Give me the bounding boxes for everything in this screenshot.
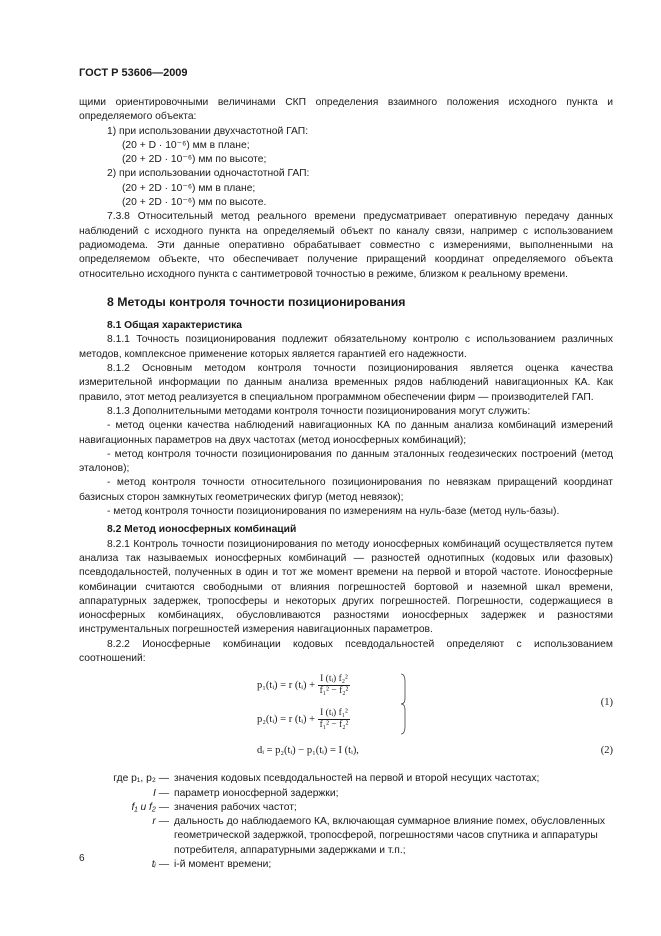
definition-symbol: I — <box>152 787 169 799</box>
list-subitem: (20 + D · 10⁻⁶) мм в плане; <box>122 139 250 151</box>
section-heading-8: 8 Методы контроля точности позиционирования <box>107 294 406 309</box>
definition-text: i-й момент времени; <box>174 859 272 871</box>
bullet-item: - метод контроля точности относительного позиционирования по невязкам приращений координат базисных сторон замкнутых геометрических фигур (метод невязок); <box>79 477 613 503</box>
definition-symbol: r — <box>152 816 169 828</box>
list-subitem: (20 + 2D · 10⁻⁶) мм по высоте. <box>122 197 267 209</box>
page-number: 6 <box>79 853 85 864</box>
paragraph-8-2-1: 8.2.1 Контроль точности позиционирования по методу ионосферных комбинаций осуществляется путем анализа так называемых ионосферных комбинаций — разностей однотипных (кодовых или фазовых) псевдодальностей, полученных в один и тот же момент времени на первой и второй частоте. Ионосферные комбинации считаются свободными от влияния погрешностей бортовой и наземной шкал времени, аппаратурных задержек, тропосферы и некоторых других погрешностей. Погрешности, содержащиеся в ионосферных комбинациях, обусловливаются разностями ионосферных задержек и разностями инструментальных погрешностей измерения навигационных параметров. <box>79 538 613 636</box>
definition-text: дальность до наблюдаемого КА, включающая суммарное влияние помех, обусловленных геометрической задержкой, тропосферой, погрешностями часов спутника и аппаратуры потребителя, аппаратурными задержками и т.п.; <box>174 816 606 856</box>
list-subitem: (20 + 2D · 10⁻⁶) мм по высоте; <box>122 154 267 166</box>
fraction-numerator: I (tᵢ) f₁² <box>318 708 351 720</box>
equation-1a-fraction <box>318 674 351 697</box>
paragraph-7-3-8: 7.3.8 Относительный метод реального времени предусматривает оперативную передачу данных наблюдений с исходного пункта на определяемый объект по каналу связи, например с использованием радиомодема. Эти данные оперативно обрабатывает совместно с измерениями, выполненными на определяемом объекте, что обеспечивает получение приращений координат определяемого объекта относительно исходного пункта с сантиметровой точностью в режиме, близком к реальному времени. <box>79 211 613 280</box>
document-header: ГОСТ Р 53606—2009 <box>79 67 188 79</box>
definition-symbol: где p₁, p₂ — <box>113 773 169 785</box>
definition-text: значения кодовых псевдодальностей на первой и второй несущих частотах; <box>174 773 540 785</box>
subsection-heading-8-2: 8.2 Метод ионосферных комбинаций <box>107 524 297 536</box>
equation-1b-fraction <box>318 708 351 731</box>
equation-number-2: (2) <box>600 745 613 757</box>
paragraph-8-1-3: 8.1.3 Дополнительными методами контроля точности позиционирования могут служить: <box>107 405 531 417</box>
definition-item <box>79 801 613 815</box>
definition-symbol: f₁ и f₂ — <box>131 801 169 813</box>
subsection-heading-8-1: 8.1 Общая характеристика <box>107 320 242 332</box>
fraction-denominator: f₁² − f₂² <box>319 720 349 731</box>
equation-2: dᵢ = p₂(tᵢ) − p₁(tᵢ) = I (tᵢ), <box>257 745 359 757</box>
page-content <box>79 96 613 872</box>
definitions-list <box>79 772 613 872</box>
definition-text: параметр ионосферной задержки; <box>174 787 339 799</box>
equation-1a <box>257 674 350 697</box>
list-subitem: (20 + 2D · 10⁻⁶) мм в плане; <box>122 182 256 194</box>
equation-1b <box>257 708 350 731</box>
paragraph-8-2-2: 8.2.2 Ионосферные комбинации кодовых псевдодальностей определяют с использованием соотношений: <box>79 638 613 664</box>
bullet-item: - метод контроля точности позиционирования по измерениям на нуль-базе (метод нуль-базы). <box>107 506 560 518</box>
equation-number-1: (1) <box>600 697 613 709</box>
definition-item <box>79 772 613 786</box>
list-item: 1) при использовании двухчастотной ГАП: <box>107 125 309 137</box>
definition-text: значения рабочих частот; <box>174 801 297 813</box>
brace-mark <box>400 672 406 736</box>
formula-block <box>79 672 613 770</box>
list-item: 2) при использовании одночастотной ГАП: <box>107 168 310 180</box>
fraction-denominator: f₁² − f₂² <box>319 686 349 697</box>
equation-1a-left: p₁(tᵢ) = r (tᵢ) + <box>257 680 316 692</box>
paragraph-8-1-2: 8.1.2 Основным методом контроля точности позиционирования является оценка качества измерительной информации по данным анализа временных рядов наблюдений навигационных КА. Как правило, этот метод реализуется в специальном программном обеспечении фирм — производителей ГАП. <box>79 363 613 403</box>
definition-item <box>79 787 613 801</box>
fraction-numerator: I (tᵢ) f₂² <box>318 674 351 686</box>
equation-1b-left: p₂(tᵢ) = r (tᵢ) + <box>257 714 316 726</box>
definition-symbol: tᵢ — <box>151 859 169 871</box>
definition-item <box>79 858 613 872</box>
bullet-item: - метод оценки качества наблюдений навигационных КА по данным анализа комбинаций измерений навигационных параметров на двух частотах (метод ионосферных комбинаций); <box>79 420 613 446</box>
paragraph: щими ориентировочными величинами СКП определения взаимного положения исходного пункта и определяемого объекта: <box>79 97 613 123</box>
definition-item <box>79 815 613 858</box>
paragraph-8-1-1: 8.1.1 Точность позиционирования подлежит обязательному контролю с использованием различных методов, комплексное применение которых является гарантией его надежности. <box>79 334 613 360</box>
bullet-item: - метод контроля точности позиционирования по данным эталонных геодезических построений (метод эталонов); <box>79 448 613 475</box>
